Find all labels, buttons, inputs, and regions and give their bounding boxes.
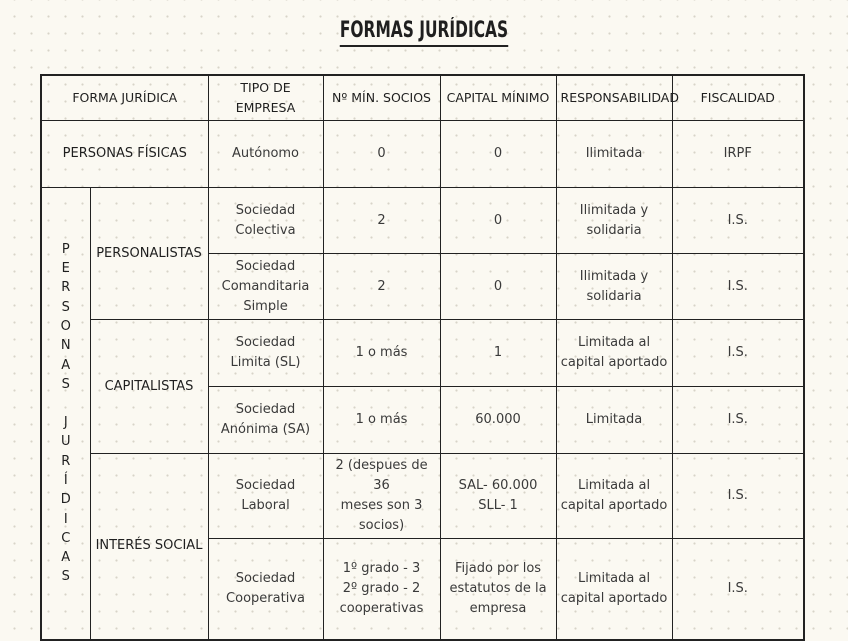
header-tipo-empresa: TIPO DE EMPRESA xyxy=(208,75,323,121)
cell-fiscalidad: I.S. xyxy=(672,539,804,640)
cell-fiscalidad: I.S. xyxy=(672,320,804,387)
group-interes-social: INTERÉS SOCIAL xyxy=(90,454,208,640)
cell-line: Limitada xyxy=(585,412,643,427)
cell-line: estatutos de la xyxy=(449,580,547,596)
cell-capital xyxy=(440,454,556,539)
vertical-letter: P xyxy=(61,241,70,257)
vertical-letter: R xyxy=(61,453,71,469)
cell-line: 2º grado - 2 xyxy=(342,580,421,596)
cell-line: Sociedad xyxy=(235,570,296,586)
cell-line: Anónima (SA) xyxy=(220,422,311,437)
cell-line: Simple xyxy=(243,298,288,314)
cell-line: Limita (SL) xyxy=(230,355,301,370)
cell-socios xyxy=(323,539,440,640)
cell-socios xyxy=(323,254,440,320)
cell-capital xyxy=(440,387,556,454)
vertical-letter: E xyxy=(61,261,70,277)
cell-line: Comanditaria xyxy=(221,278,310,294)
cell-line: 2 xyxy=(377,212,386,228)
cell-line: SLL- 1 xyxy=(478,498,518,513)
vertical-letter: J xyxy=(63,415,68,431)
header-forma-juridica: FORMA JURÍDICA xyxy=(41,75,208,121)
cell-line: 1 o más xyxy=(355,345,408,360)
vertical-letter: D xyxy=(60,492,71,508)
cell-line: solidaria xyxy=(586,288,642,304)
cell-line: capital aportado xyxy=(560,590,668,606)
cell-line: cooperativas xyxy=(339,600,424,616)
cell-line: socios) xyxy=(358,518,405,533)
cell-line: Ilimitada y xyxy=(579,202,649,218)
cell-line: Colectiva xyxy=(235,222,296,238)
vertical-letter: A xyxy=(61,357,71,373)
vertical-letter: R xyxy=(61,280,71,296)
page-title: FORMAS JURÍDICAS xyxy=(93,18,754,47)
cell-line: Ilimitada y xyxy=(579,268,649,284)
cell-line: meses son 3 xyxy=(340,498,423,513)
cell-line: 1 o más xyxy=(355,412,408,427)
letter-gap xyxy=(46,394,86,413)
cell-capital: 0 xyxy=(440,121,556,188)
cell-tipo xyxy=(208,320,323,387)
cell-line: Limitada al xyxy=(577,478,651,493)
cell-line: capital aportado xyxy=(560,498,668,513)
header-min-socios: Nº MÍN. SOCIOS xyxy=(323,75,440,121)
table-row xyxy=(41,121,804,188)
cell-capital xyxy=(440,188,556,254)
vertical-letter: C xyxy=(61,530,71,546)
cell-line: Laboral xyxy=(241,498,290,513)
cell-tipo xyxy=(208,254,323,320)
cell-line: Sociedad xyxy=(235,478,296,493)
cell-socios: 0 xyxy=(323,121,440,188)
cell-responsabilidad: Ilimitada xyxy=(556,121,672,188)
vertical-letter: N xyxy=(60,338,71,354)
vertical-letter: S xyxy=(61,569,70,585)
cell-line: 1 xyxy=(493,345,503,360)
cell-line: 2 (despues de 36 xyxy=(335,458,428,493)
group-capitalistas: CAPITALISTAS xyxy=(90,320,208,454)
cell-socios xyxy=(323,387,440,454)
cell-tipo xyxy=(208,454,323,539)
personas-fisicas-label: PERSONAS FÍSICAS xyxy=(41,121,208,188)
cell-fiscalidad: I.S. xyxy=(672,188,804,254)
cell-line: solidaria xyxy=(586,222,642,238)
cell-fiscalidad: IRPF xyxy=(672,121,804,188)
group-personalistas: PERSONALISTAS xyxy=(90,188,208,320)
cell-line: Sociedad xyxy=(235,335,296,350)
cell-responsabilidad xyxy=(556,539,672,640)
cell-tipo: Autónomo xyxy=(208,121,323,188)
cell-responsabilidad xyxy=(556,387,672,454)
cell-line: 1º grado - 3 xyxy=(342,560,421,576)
vertical-letter: S xyxy=(61,299,70,315)
table-row xyxy=(41,188,804,254)
vertical-letter: I xyxy=(63,511,68,527)
cell-responsabilidad xyxy=(556,454,672,539)
header-capital-minimo: CAPITAL MÍNIMO xyxy=(440,75,556,121)
vertical-letter: U xyxy=(60,434,71,450)
cell-fiscalidad: I.S. xyxy=(672,454,804,539)
cell-line: Sociedad xyxy=(235,258,296,274)
header-responsabilidad: RESPONSABILIDAD xyxy=(556,75,672,121)
table-row xyxy=(41,454,804,539)
cell-socios xyxy=(323,188,440,254)
legal-forms-table xyxy=(40,74,805,641)
cell-capital xyxy=(440,320,556,387)
cell-line: 60.000 xyxy=(475,412,521,427)
cell-line: Cooperativa xyxy=(226,590,305,606)
vertical-letter: A xyxy=(61,550,71,566)
personas-juridicas-label xyxy=(41,188,90,640)
cell-capital xyxy=(440,539,556,640)
cell-responsabilidad xyxy=(556,320,672,387)
cell-line: Fijado por los xyxy=(454,560,542,576)
header-fiscalidad: FISCALIDAD xyxy=(672,75,804,121)
cell-socios xyxy=(323,320,440,387)
cell-line: 0 xyxy=(493,212,503,228)
cell-socios xyxy=(323,454,440,539)
cell-responsabilidad xyxy=(556,188,672,254)
cell-line: 0 xyxy=(493,278,503,294)
cell-line: SAL- 60.000 xyxy=(458,478,538,493)
cell-line: capital aportado xyxy=(560,355,668,370)
vertical-letter: O xyxy=(60,318,71,334)
cell-line: Limitada al xyxy=(577,570,651,586)
cell-line: Limitada al xyxy=(577,335,651,350)
cell-line: Sociedad xyxy=(235,402,296,417)
vertical-letter: Í xyxy=(63,472,68,488)
cell-tipo xyxy=(208,539,323,640)
cell-line: Sociedad xyxy=(235,202,296,218)
cell-fiscalidad: I.S. xyxy=(672,387,804,454)
cell-responsabilidad xyxy=(556,254,672,320)
cell-tipo xyxy=(208,188,323,254)
vertical-letter: S xyxy=(61,376,70,392)
cell-line: empresa xyxy=(469,600,527,616)
header-row xyxy=(41,75,804,121)
cell-tipo xyxy=(208,387,323,454)
cell-capital xyxy=(440,254,556,320)
cell-line: 2 xyxy=(377,278,386,294)
table-row xyxy=(41,320,804,387)
cell-fiscalidad: I.S. xyxy=(672,254,804,320)
